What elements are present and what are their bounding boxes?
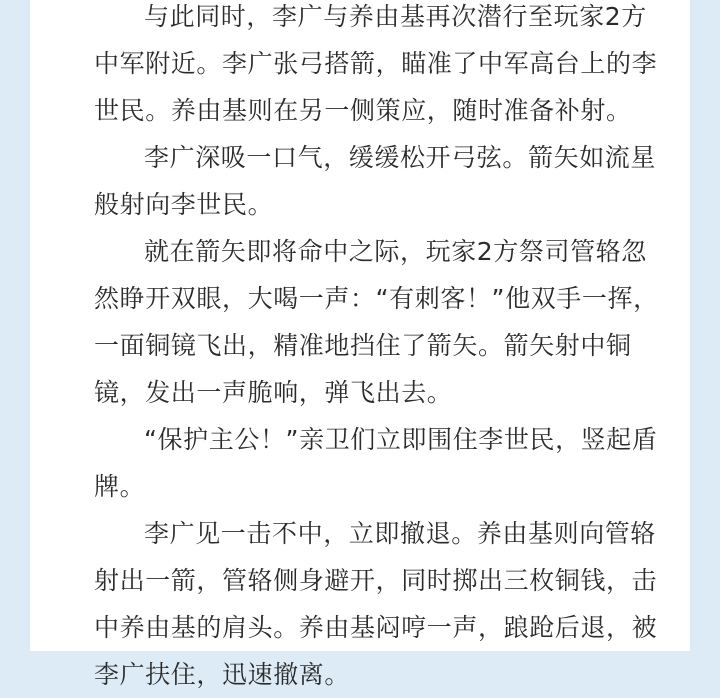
text-line: “保护主公！”亲卫们立即围住李世民，竖起盾: [144, 425, 658, 454]
paragraph-1: [94, 0, 694, 134]
text-line: 般射向李世民。: [94, 190, 274, 219]
text-line: 中军附近。李广张弓搭箭，瞄准了中军高台上的李: [94, 49, 658, 78]
reading-page: [30, 0, 690, 689]
text-line: 中养由基的肩头。养由基闷哼一声，踉跄后退，被: [94, 613, 658, 642]
paragraph-4: [94, 416, 694, 510]
text-line: 然睁开双眼，大喝一声：“有刺客！”他双手一挥，: [94, 284, 659, 313]
paragraph-5: [94, 510, 694, 698]
text-line: 世民。养由基则在另一侧策应，随时准备补射。: [94, 96, 632, 125]
text-line: 射出一箭，管辂侧身避开，同时掷出三枚铜钱，击: [94, 566, 658, 595]
text-line: 李广扶住，迅速撤离。: [94, 660, 351, 689]
text-line: 镜，发出一声脆响，弹飞出去。: [94, 378, 453, 407]
text-line: 就在箭矢即将命中之际，玩家2方祭司管辂忽: [144, 237, 647, 266]
text-line: 牌。: [94, 472, 146, 501]
paragraph-3: [94, 228, 694, 416]
text-line: 一面铜镜飞出，精准地挡住了箭矢。箭矢射中铜: [94, 331, 632, 360]
text-line: 与此同时，李广与养由基再次潜行至玩家2方: [144, 2, 647, 31]
text-line: 李广深吸一口气，缓缓松开弓弦。箭矢如流星: [144, 143, 657, 172]
paragraph-2: [94, 134, 694, 228]
article-body: [94, 0, 694, 698]
text-line: 李广见一击不中，立即撤退。养由基则向管辂: [144, 519, 657, 548]
